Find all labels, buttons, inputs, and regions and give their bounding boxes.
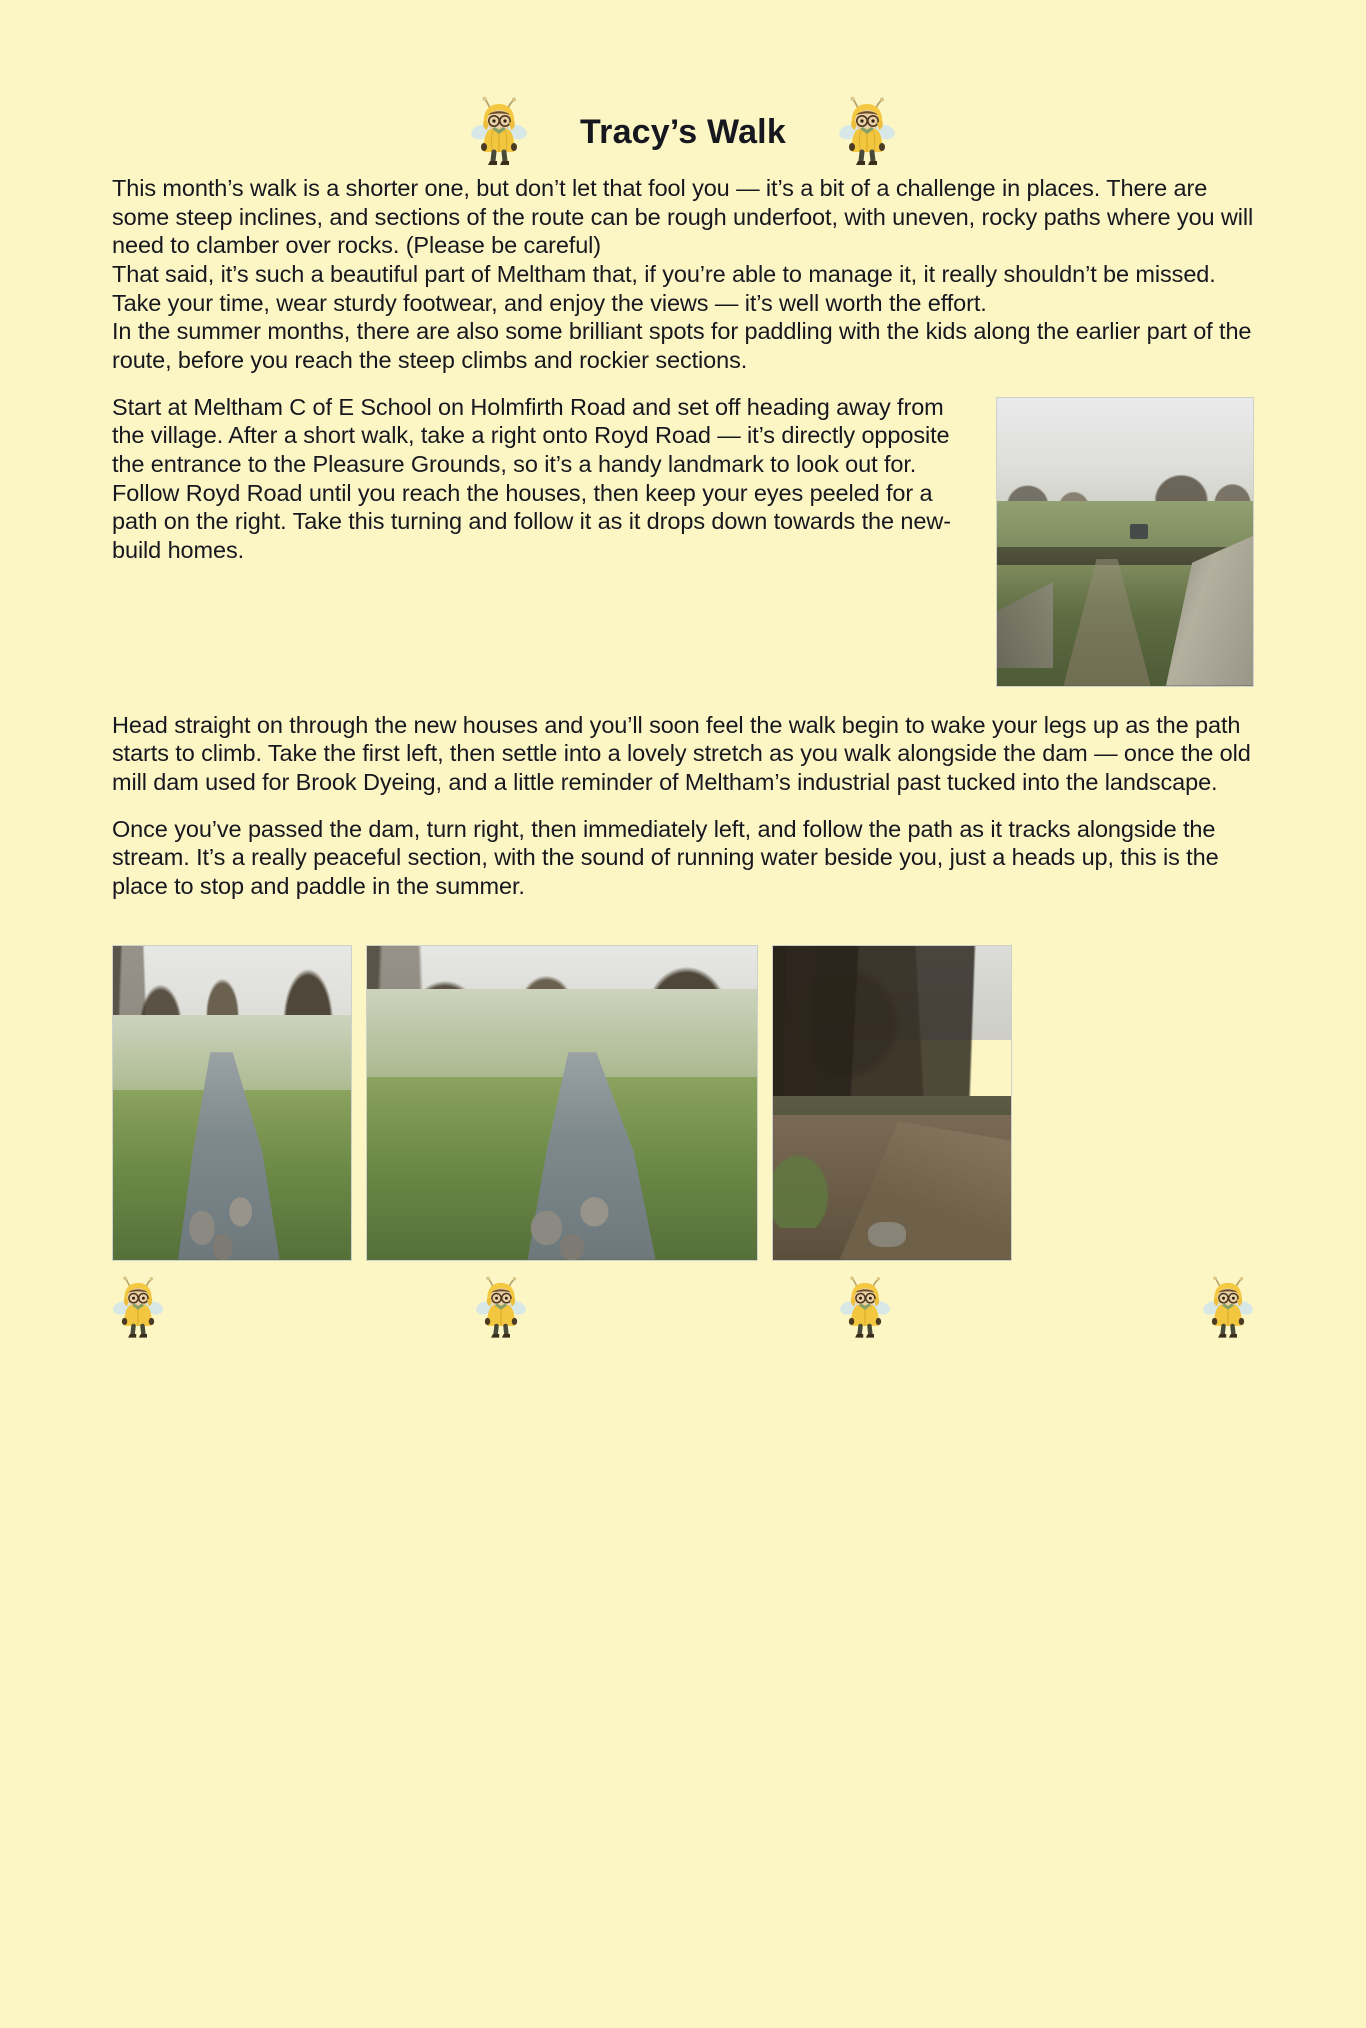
directions-paragraph-2: Follow Royd Road until you reach the houses, then keep your eyes peeled for a path on the right. Take this turning and follow it as it drops down towards the new-build homes. <box>112 479 951 563</box>
bee-mascot-icon-footer-3 <box>839 1275 891 1341</box>
spacer <box>112 375 1254 393</box>
photo-country-track-artwork <box>997 398 1253 686</box>
directions-paragraph-4: Once you’ve passed the dam, turn right, then immediately left, and follow the path as it tracks alongside the stream. It’s a really peaceful section, with the sound of running water beside you, just a heads up, this is the place to stop and paddle in the summer. <box>112 815 1219 899</box>
intro-paragraph-3: In the summer months, there are also some brilliant spots for paddling with the kids along the earlier part of the route, before you reach the steep climbs and rockier sections. <box>112 318 1252 373</box>
photo-stream-moorland <box>112 945 352 1261</box>
document-header <box>0 96 1366 168</box>
spacer <box>112 693 1254 711</box>
bee-mascot-icon-footer-1 <box>112 1275 164 1341</box>
document-page <box>0 96 1366 2028</box>
intro-paragraph-2: That said, it’s such a beautiful part of Meltham that, if you’re able to manage it, it really shouldn’t be missed. Take your time, wear sturdy footwear, and enjoy the views — it’s well worth the effort. <box>112 260 1216 316</box>
intro-block <box>112 174 1254 375</box>
photo-country-track <box>996 397 1254 687</box>
spacer <box>112 797 1254 815</box>
bee-mascot-icon-footer-4 <box>1202 1275 1254 1341</box>
bee-mascot-icon-left <box>470 96 528 168</box>
page-title: Tracy’s Walk <box>580 112 786 151</box>
photo-stream-moorland-artwork <box>113 946 351 1260</box>
photo-woodland-path <box>772 945 1012 1261</box>
directions-paragraph-3: Head straight on through the new houses and you’ll soon feel the walk begin to wake your legs up as the path starts to climb. Take the first left, then settle into a lovely stretch as you walk alongside the dam — once the old mill dam used for Brook Dyeing, and a little reminder of Meltham’s industrial past tucked into the landscape. <box>112 711 1251 795</box>
photo-stream-rocky <box>366 945 758 1261</box>
directions-paragraph-1: Start at Meltham C of E School on Holmfirth Road and set off heading away from the village. After a short walk, take a right onto Royd Road — it’s directly opposite the entrance to the Pleasure Grounds, so it’s a handy landmark to look out for. <box>112 393 950 477</box>
bee-mascot-icon-right <box>838 96 896 168</box>
bee-mascot-icon-footer-2 <box>475 1275 527 1341</box>
intro-paragraph-1: This month’s walk is a shorter one, but don’t let that fool you — it’s a bit of a challenge in places. There are some steep inclines, and sections of the route can be rough underfoot, with uneven, rocky paths where you will need to clamber over rocks. (Please be careful) <box>112 175 1254 259</box>
photo-woodland-path-artwork <box>773 946 1011 1260</box>
photo-stream-rocky-artwork <box>367 946 757 1260</box>
photo-gallery <box>0 945 1366 1261</box>
directions-wrap-block <box>112 393 1254 693</box>
footer-bee-row <box>0 1275 1366 1341</box>
document-body <box>0 174 1366 901</box>
